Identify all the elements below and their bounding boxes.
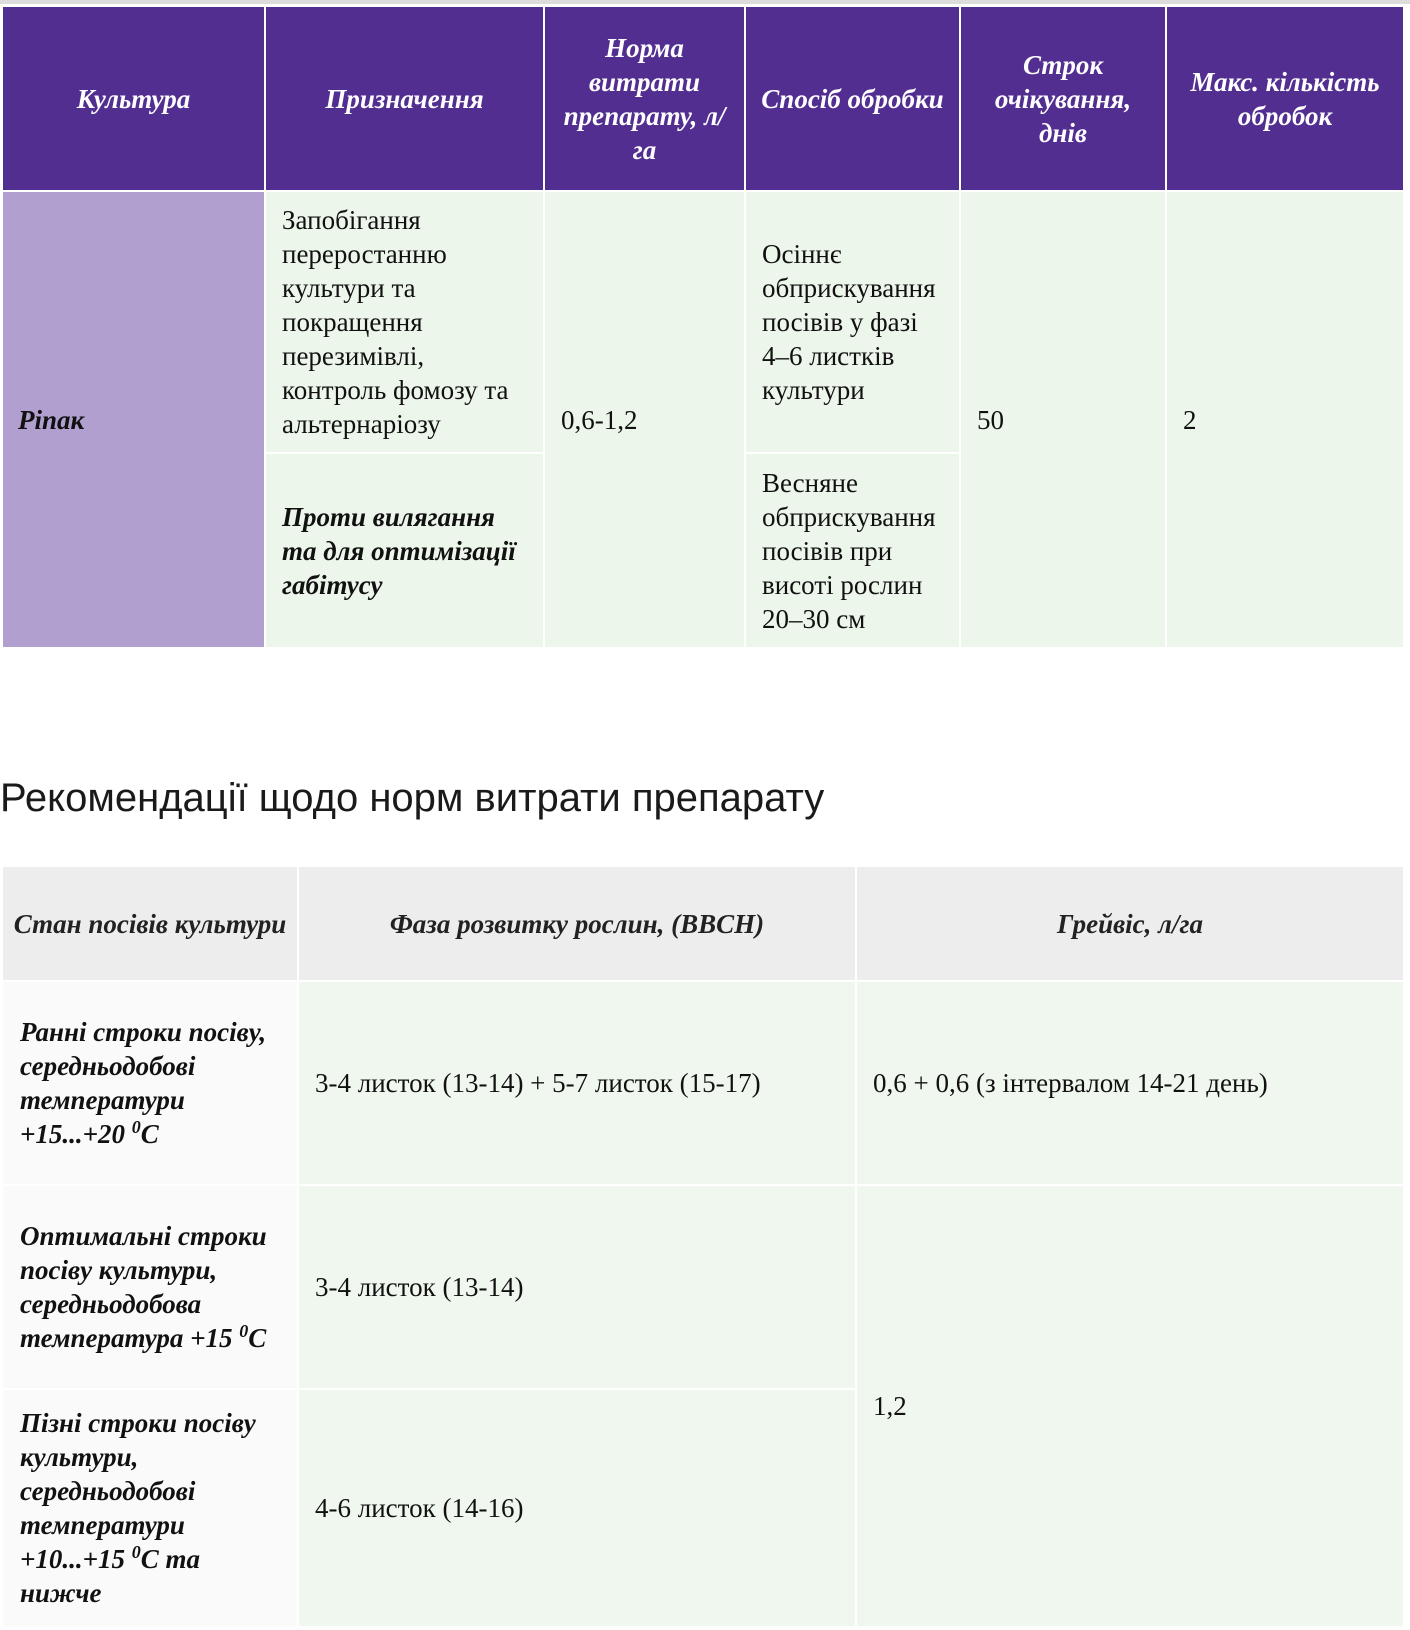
rate-cell: 0,6 + 0,6 (з інтервалом 14-21 день) [856,981,1404,1185]
condition-text: Пізні строки посіву культури, середньодобові температури +10...+15 [20,1408,256,1574]
condition-text: Ранні строки посіву, середньодобові температури +15...+20 [20,1017,267,1149]
phase-cell: 3-4 листок (13-14) + 5-7 листок (15-17) [298,981,856,1185]
degree-mark: 0 [239,1321,249,1341]
rate-cell: 0,6-1,2 [544,191,745,648]
header-condition: Стан посівів культури [2,866,298,981]
header-phase: Фаза розвитку рослин, (BBCH) [298,866,856,981]
purpose-cell: Проти вилягання та для оптимізації габітусу [265,453,544,648]
section-title: Рекомендації щодо норм витрати препарату [0,776,825,820]
table-row [2,981,1404,1185]
header-row [2,6,1404,191]
method-cell: Осіннє обприскування посівів у фазі 4–6 листків культури [745,191,960,453]
header-purpose: Призначення [265,6,544,191]
table-row [2,1185,1404,1389]
phase-cell: 4-6 листок (14-16) [298,1389,856,1627]
condition-unit: С [248,1323,267,1353]
condition-cell [2,1185,298,1389]
header-greyvis-rate: Грейвіс, л/га [856,866,1404,981]
header-method: Спосіб обробки [745,6,960,191]
condition-cell [2,981,298,1185]
table-row [2,191,1404,453]
header-row [2,866,1404,981]
condition-text: Оптимальні строки посіву культури, середньодобова температура +15 [20,1221,267,1353]
condition-unit: С [140,1119,159,1149]
recommendations-table [1,865,1405,1628]
top-divider [0,0,1410,4]
rate-cell-merged: 1,2 [856,1185,1404,1627]
max-treatments-cell: 2 [1166,191,1404,648]
application-table [1,5,1405,649]
method-cell: Весняне обприскування посівів при висоті рослин 20–30 см [745,453,960,648]
header-culture: Культура [2,6,265,191]
condition-unit: С та нижче [20,1544,201,1608]
header-max-treatments: Макс. кількість обробок [1166,6,1404,191]
culture-cell: Ріпак [2,191,265,648]
purpose-cell: Запобігання переростанню культури та покращення перезимівлі, контроль фомозу та альтернаріозу [265,191,544,453]
header-rate: Норма витрати препарату, л/га [544,6,745,191]
header-waiting: Строк очікування, днів [960,6,1166,191]
degree-mark: 0 [131,1542,141,1562]
phase-cell: 3-4 листок (13-14) [298,1185,856,1389]
condition-cell [2,1389,298,1627]
waiting-cell: 50 [960,191,1166,648]
degree-mark: 0 [131,1117,141,1137]
